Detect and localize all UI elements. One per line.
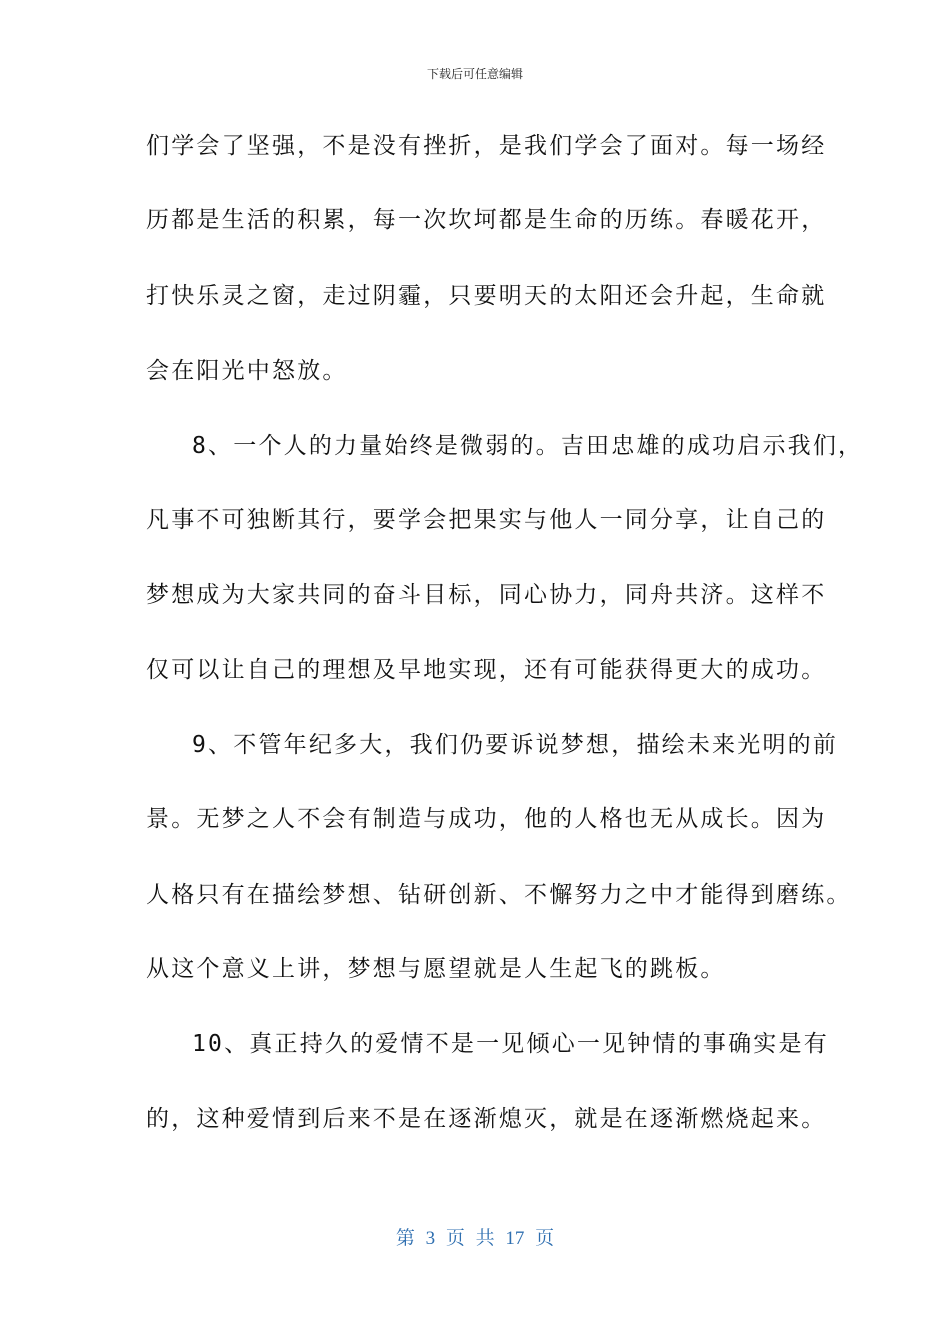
text-line: 景。无梦之人不会有制造与成功，他的人格也无从成长。因为	[146, 806, 827, 832]
page-header: 下载后可任意编辑	[426, 67, 523, 81]
text-line: 打快乐灵之窗，走过阴霾，只要明天的太阳还会升起，生命就	[146, 283, 827, 309]
text-line: 10、真正持久的爱情不是一见倾心一见钟情的事确实是有	[192, 1031, 829, 1057]
text-line: 的，这种爱情到后来不是在逐渐熄灭，就是在逐渐燃烧起来。	[146, 1106, 827, 1132]
text-line: 8、一个人的力量始终是微弱的。吉田忠雄的成功启示我们，	[192, 433, 864, 459]
text-line: 历都是生活的积累，每一次坎坷都是生命的历练。春暖花开，	[146, 207, 827, 233]
text-line: 凡事不可独断其行，要学会把果实与他人一同分享，让自己的	[146, 507, 827, 533]
text-line: 仅可以让自己的理想及早地实现，还有可能获得更大的成功。	[146, 657, 827, 683]
text-line: 会在阳光中怒放。	[146, 358, 348, 384]
page-number-footer: 第 3 页 共 17 页	[395, 1228, 555, 1249]
text-line: 们学会了坚强，不是没有挫折，是我们学会了面对。每一场经	[146, 133, 827, 159]
text-line: 从这个意义上讲，梦想与愿望就是人生起飞的跳板。	[146, 956, 726, 982]
text-line: 梦想成为大家共同的奋斗目标，同心协力，同舟共济。这样不	[146, 582, 827, 608]
text-line: 9、不管年纪多大，我们仍要诉说梦想，描绘未来光明的前	[192, 732, 839, 758]
text-line: 人格只有在描绘梦想、钻研创新、不懈努力之中才能得到磨练。	[146, 882, 852, 908]
